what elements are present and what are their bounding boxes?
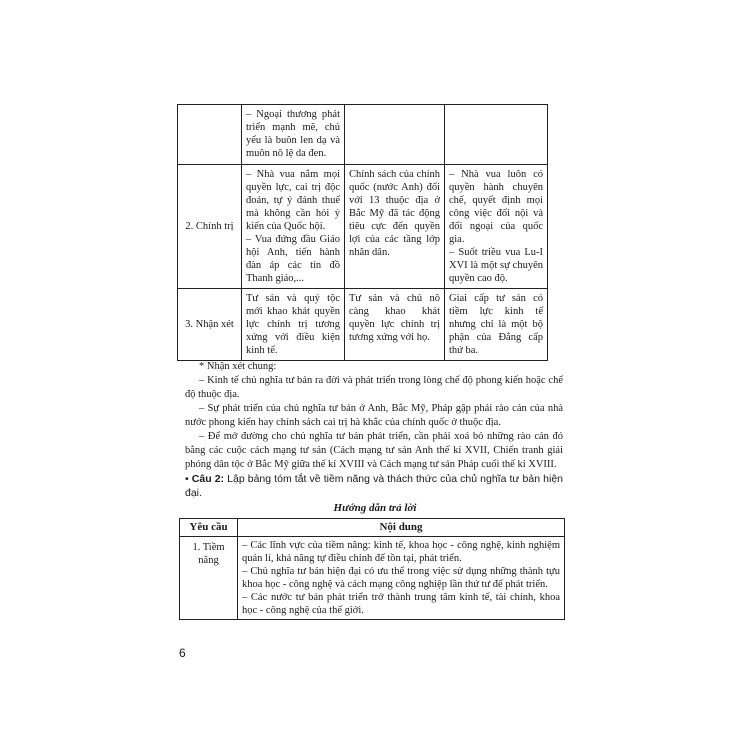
answer-guide-title: Hướng dẫn trả lời — [333, 502, 417, 514]
table-row — [180, 537, 565, 620]
row-header — [178, 105, 242, 165]
table-cell: Tư sản và quý tộc mới khao khát quyền lực chính trị tương xứng với điều kiện kinh tế. — [242, 289, 345, 361]
note-paragraph: – Kinh tế chủ nghĩa tư bản ra đời và phát triển trong lòng chế độ phong kiến hoặc chế độ thuộc địa. — [185, 375, 563, 400]
question-text: Lập bảng tóm tắt về tiềm năng và thách thức của chủ nghĩa tư bản hiện đại. — [185, 473, 564, 499]
question-2 — [185, 472, 563, 500]
summary-table — [179, 518, 565, 620]
row-header: 3. Nhận xét — [178, 289, 242, 361]
table-cell: Giai cấp tư sản có tiềm lực kinh tế nhưng chỉ là một bộ phận của Đẳng cấp thứ ba. — [445, 289, 548, 361]
table-row — [178, 105, 548, 165]
table-cell — [445, 105, 548, 165]
column-header: Nội dung — [238, 519, 565, 537]
table-row — [178, 289, 548, 361]
table-cell: – Ngoại thương phát triển mạnh mẽ, chủ yếu là buôn len dạ và muôn nô lệ da đen. — [242, 105, 345, 165]
table-cell: – Nhà vua nắm mọi quyền lực, cai trị độc đoán, tự ý đánh thuế mà không cần hỏi ý kiến của Quốc hội. – Vua đứng đầu Giáo hội Anh, tiến hành đàn áp các tín đồ Thanh giáo,... — [242, 165, 345, 289]
note-paragraph: – Sự phát triển của chủ nghĩa tư bản ở Anh, Bắc Mỹ, Pháp gặp phải rào cản của nhà nước phong kiến hay chính sách cai trị hà khắc của chính quốc ở thuộc địa. — [185, 403, 563, 428]
row-header: 1. Tiềm năng — [180, 537, 238, 620]
table-cell — [345, 105, 445, 165]
question-label: Câu 2: — [191, 473, 225, 485]
page-number: 6 — [179, 646, 186, 660]
table-cell: – Nhà vua luôn có quyền hành chuyên chế, quyết định mọi công việc đối nội và đối ngoại của quốc gia. – Suốt triều vua Lu-I XVI là một sự chuyên quyền cao độ. — [445, 165, 548, 289]
column-header: Yêu cầu — [180, 519, 238, 537]
table-cell: Chính sách của chính quốc (nước Anh) đối với 13 thuộc địa ở Bắc Mỹ đã tác động tiêu cực đến quyền lợi của các tầng lớp nhân dân. — [345, 165, 445, 289]
note-paragraph: – Để mở đường cho chủ nghĩa tư bản phát triển, cần phải xoá bỏ những rào cản đó bằng các cuộc cách mạng tư sản (Cách mạng tư sản Anh thế kỉ XVII, Chiến tranh giải phóng dân tộc ở Bắc Mỹ giữa thế kỉ XVIII và Cách mạng tư sản Pháp cuối thế kỉ XVIII. — [185, 431, 563, 470]
table-row — [178, 165, 548, 289]
notes-heading: * Nhận xét chung: — [199, 361, 277, 372]
bullet-icon: • — [185, 473, 189, 485]
row-header: 2. Chính trị — [178, 165, 242, 289]
comparison-table — [177, 104, 548, 361]
table-cell: Tư sản và chủ nô càng khao khát quyền lực chính trị tương xứng với họ. — [345, 289, 445, 361]
general-notes — [185, 360, 563, 500]
table-header-row — [180, 519, 565, 537]
table-cell: – Các lĩnh vực của tiềm năng: kinh tế, khoa học - công nghệ, kinh nghiệm quản lí, khả năng tự điều chỉnh để tồn tại, phát triển. – Chủ nghĩa tư bản hiện đại có ưu thế trong việc sử dụng những thành tựu khoa học - công nghệ và cách mạng công nghiệp lần thứ tư để phát triển. – Các nước tư bản phát triển trở thành trung tâm kinh tế, tài chính, khoa học - công nghệ của thế giới. — [238, 537, 565, 620]
